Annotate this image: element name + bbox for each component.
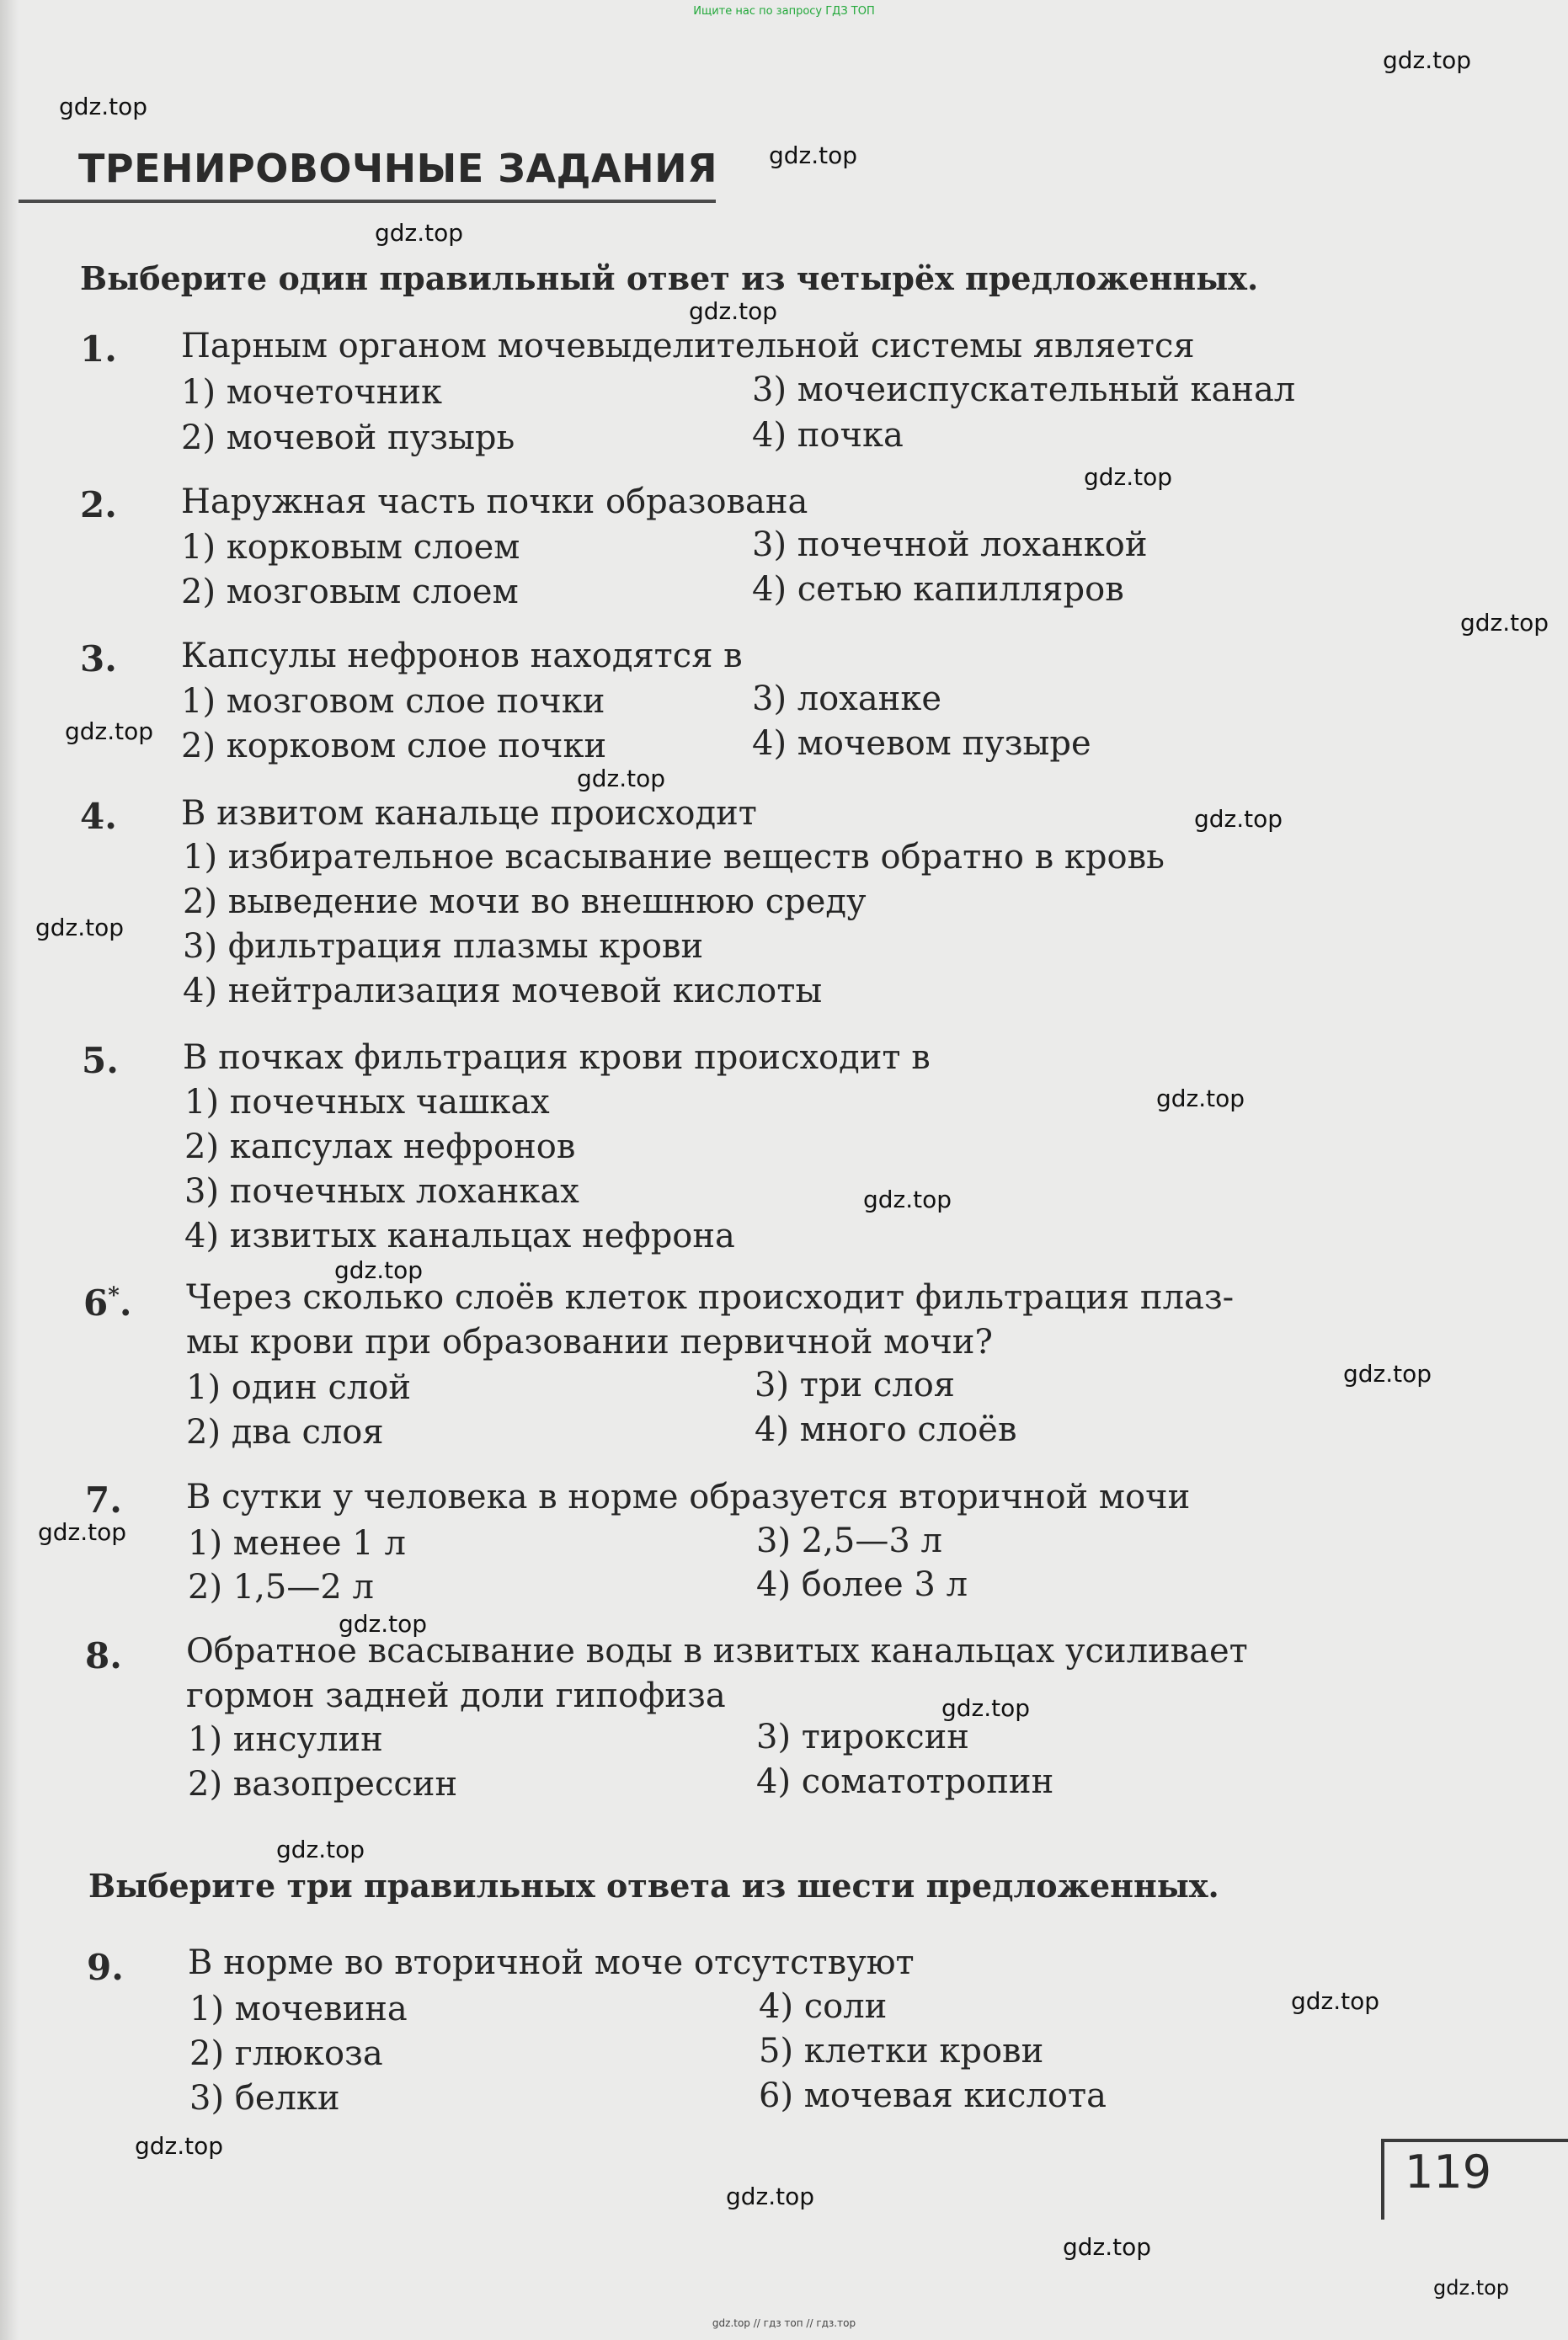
watermark: gdz.top — [1084, 463, 1173, 491]
answer-option: 4) более 3 л — [756, 1565, 968, 1604]
watermark: gdz.top — [1156, 1085, 1245, 1112]
answer-option: 4) много слоёв — [755, 1410, 1017, 1449]
answer-option: 2) глюкоза — [189, 2034, 383, 2073]
answer-option: 3) почечной лоханкой — [752, 525, 1148, 564]
answer-option: 3) тироксин — [756, 1718, 969, 1756]
bottom-note: gdz.top // гдз топ // гдз.тор — [712, 2317, 856, 2329]
watermark: gdz.top — [1433, 2276, 1510, 2300]
answer-option: 3) почечных лоханках — [184, 1172, 579, 1211]
answer-option: 3) 2,5—3 л — [756, 1522, 942, 1560]
question-number: 3. — [80, 638, 117, 680]
answer-option: 2) вазопрессин — [188, 1765, 458, 1804]
watermark: gdz.top — [1343, 1360, 1432, 1388]
question-number: 9. — [87, 1947, 124, 1988]
page-number: 119 — [1405, 2145, 1492, 2199]
answer-option: 4) соли — [759, 1987, 888, 2026]
watermark: gdz.top — [863, 1186, 952, 1213]
watermark: gdz.top — [59, 93, 148, 120]
watermark: gdz.top — [135, 2132, 224, 2160]
answer-option: 1) менее 1 л — [188, 1524, 406, 1563]
watermark: gdz.top — [1291, 1987, 1380, 2015]
instruction-single-answer: Выберите один правильный ответ из четырёх предложенных. — [80, 259, 1259, 297]
answer-option: 1) мочеточник — [181, 373, 443, 412]
answer-option: 2) корковом слое почки — [181, 727, 607, 765]
answer-option: 2) капсулах нефронов — [184, 1127, 576, 1166]
question-number: 2. — [80, 484, 117, 525]
watermark: gdz.top — [334, 1256, 424, 1284]
answer-option: 6) мочевая кислота — [759, 2076, 1107, 2115]
watermark: gdz.top — [38, 1518, 127, 1546]
answer-option: 4) извитых канальцах нефрона — [184, 1217, 735, 1255]
watermark: gdz.top — [1194, 805, 1283, 833]
watermark: gdz.top — [577, 765, 666, 792]
question-number: 1. — [80, 328, 117, 370]
watermark: gdz.top — [339, 1610, 428, 1638]
answer-option: 1) избирательное всасывание веществ обратно в кровь — [183, 838, 1165, 877]
answer-option: 3) три слоя — [755, 1366, 956, 1405]
question-text: Обратное всасывание воды в извитых канальцах усиливает гормон задней доли гипофиза — [186, 1632, 1248, 1715]
question-text: В норме во вторичной моче отсутствуют — [188, 1943, 915, 1982]
watermark: gdz.top — [375, 219, 464, 247]
answer-option: 2) выведение мочи во внешнюю среду — [183, 882, 867, 921]
watermark: gdz.top — [276, 1836, 365, 1863]
watermark: gdz.top — [941, 1694, 1031, 1722]
answer-option: 4) почка — [752, 416, 904, 455]
answer-option: 3) мочеиспускательный канал — [752, 370, 1296, 409]
question-number: 8. — [85, 1635, 122, 1676]
question-text: Наружная часть почки образована — [181, 482, 808, 521]
difficulty-star: * — [108, 1283, 120, 1309]
question-text: Парным органом мочевыделительной системы является — [181, 327, 1195, 365]
top-note: Ищите нас по запросу ГДЗ ТОП — [693, 5, 875, 18]
answer-option: 1) мочевина — [189, 1990, 408, 2028]
answer-option: 1) почечных чашках — [184, 1083, 550, 1122]
question-number: 4. — [80, 796, 117, 837]
question-number: 5. — [82, 1040, 119, 1081]
answer-option: 2) мозговым слоем — [181, 573, 519, 611]
title-rule — [19, 200, 716, 203]
answer-option: 4) мочевом пузыре — [752, 724, 1091, 763]
answer-option: 2) мочевой пузырь — [181, 418, 515, 457]
answer-option: 2) 1,5—2 л — [188, 1568, 374, 1607]
answer-option: 3) белки — [189, 2079, 340, 2118]
question-text: Капсулы нефронов находятся в — [181, 637, 743, 675]
answer-option: 2) два слоя — [186, 1413, 384, 1452]
answer-option: 4) соматотропин — [756, 1762, 1054, 1801]
instruction-three-answers: Выберите три правильных ответа из шести предложенных. — [88, 1867, 1219, 1905]
answer-option: 1) корковым слоем — [181, 528, 520, 567]
watermark: gdz.top — [689, 297, 778, 325]
answer-option: 1) мозговом слое почки — [181, 682, 605, 721]
section-title: ТРЕНИРОВОЧНЫЕ ЗАДАНИЯ — [78, 146, 718, 191]
question-text: В извитом канальце происходит — [181, 794, 757, 833]
question-text: В почках фильтрация крови происходит в — [183, 1038, 931, 1077]
answer-option: 1) инсулин — [188, 1720, 383, 1759]
question-number: 6*. — [83, 1282, 132, 1324]
watermark: gdz.top — [1063, 2233, 1152, 2261]
watermark: gdz.top — [769, 141, 858, 169]
question-number: 7. — [85, 1479, 122, 1521]
answer-option: 3) лоханке — [752, 680, 941, 718]
watermark: gdz.top — [1383, 46, 1472, 74]
watermark: gdz.top — [1460, 609, 1549, 637]
answer-option: 4) нейтрализация мочевой кислоты — [183, 972, 823, 1010]
watermark: gdz.top — [65, 717, 154, 745]
watermark: gdz.top — [35, 914, 125, 941]
answer-option: 3) фильтрация плазмы крови — [183, 927, 704, 966]
watermark: gdz.top — [726, 2183, 815, 2210]
question-text: В сутки у человека в норме образуется вторичной мочи — [186, 1478, 1191, 1516]
question-text: Через сколько слоёв клеток происходит фильтрация плаз- мы крови при образовании первичной мочи? — [186, 1278, 1235, 1362]
page-edge-shadow — [0, 0, 19, 2340]
answer-option: 1) один слой — [186, 1368, 412, 1407]
answer-option: 5) клетки крови — [759, 2032, 1044, 2071]
answer-option: 4) сетью капилляров — [752, 570, 1124, 609]
